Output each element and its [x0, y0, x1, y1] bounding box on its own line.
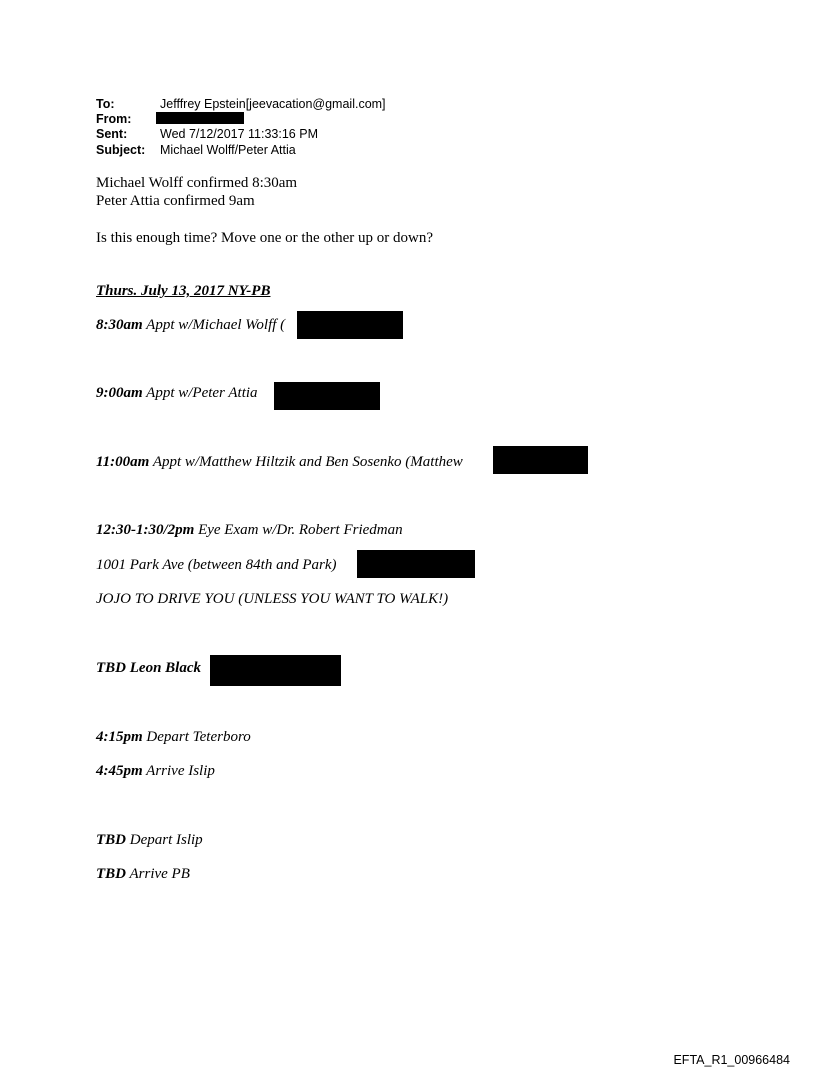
- item-text: Appt w/Peter Attia: [142, 385, 258, 401]
- sent-label: Sent:: [96, 127, 128, 141]
- item-time: TBD: [96, 866, 126, 882]
- day-heading-text: Thurs. July 13, 2017 NY-PB: [96, 283, 271, 299]
- body-line-1: Michael Wolff confirmed 8:30am: [96, 175, 298, 191]
- from-label: From:: [96, 112, 132, 126]
- item-text: Eye Exam w/Dr. Robert Friedman: [194, 522, 403, 538]
- schedule-item: [96, 865, 190, 883]
- redaction-block: [210, 655, 341, 686]
- item-text: Appt w/Michael Wolff (: [142, 317, 286, 333]
- sent-value: Wed 7/12/2017 11:33:16 PM: [160, 127, 318, 141]
- schedule-item: [96, 521, 403, 539]
- item-text: Depart Teterboro: [142, 729, 251, 745]
- item-time: 12:30-1:30/2pm: [96, 522, 195, 538]
- schedule-item: [96, 590, 448, 608]
- schedule-item: [96, 659, 201, 677]
- item-time: 4:15pm: [96, 729, 143, 745]
- item-text: Depart Islip: [126, 832, 203, 848]
- item-text: 1001 Park Ave (between 84th and Park): [96, 557, 337, 573]
- item-time: 8:30am: [96, 317, 143, 333]
- item-time: 11:00am: [96, 454, 150, 470]
- schedule-item: [96, 384, 258, 402]
- schedule-item: [96, 556, 337, 574]
- to-value: Jefffrey Epstein[jeevacation@gmail.com]: [160, 97, 386, 111]
- item-text: Arrive Islip: [142, 763, 215, 779]
- schedule-item: [96, 831, 203, 849]
- day-heading: [96, 282, 270, 300]
- item-text: Appt w/Matthew Hiltzik and Ben Sosenko (Matthew: [149, 454, 463, 470]
- redaction-block: [357, 550, 475, 578]
- from-redaction: [156, 112, 244, 124]
- subject-label: Subject:: [96, 143, 146, 157]
- item-time: 4:45pm: [96, 763, 143, 779]
- item-time: 9:00am: [96, 385, 143, 401]
- redaction-block: [493, 446, 588, 474]
- item-text: Arrive PB: [126, 866, 190, 882]
- redaction-block: [297, 311, 403, 339]
- body-line-2: Peter Attia confirmed 9am: [96, 193, 255, 209]
- to-label: To:: [96, 97, 115, 111]
- item-time: TBD Leon Black: [96, 660, 201, 676]
- schedule-item: [96, 728, 251, 746]
- schedule-item: [96, 453, 463, 471]
- redaction-block: [274, 382, 380, 410]
- document-id: EFTA_R1_00966484: [673, 1053, 790, 1067]
- schedule-item: [96, 762, 215, 780]
- item-text: JOJO TO DRIVE YOU (UNLESS YOU WANT TO WALK!): [96, 591, 449, 607]
- item-time: TBD: [96, 832, 126, 848]
- subject-value: Michael Wolff/Peter Attia: [160, 143, 296, 157]
- body-line-3: Is this enough time? Move one or the other up or down?: [96, 230, 434, 246]
- schedule-item: [96, 316, 285, 334]
